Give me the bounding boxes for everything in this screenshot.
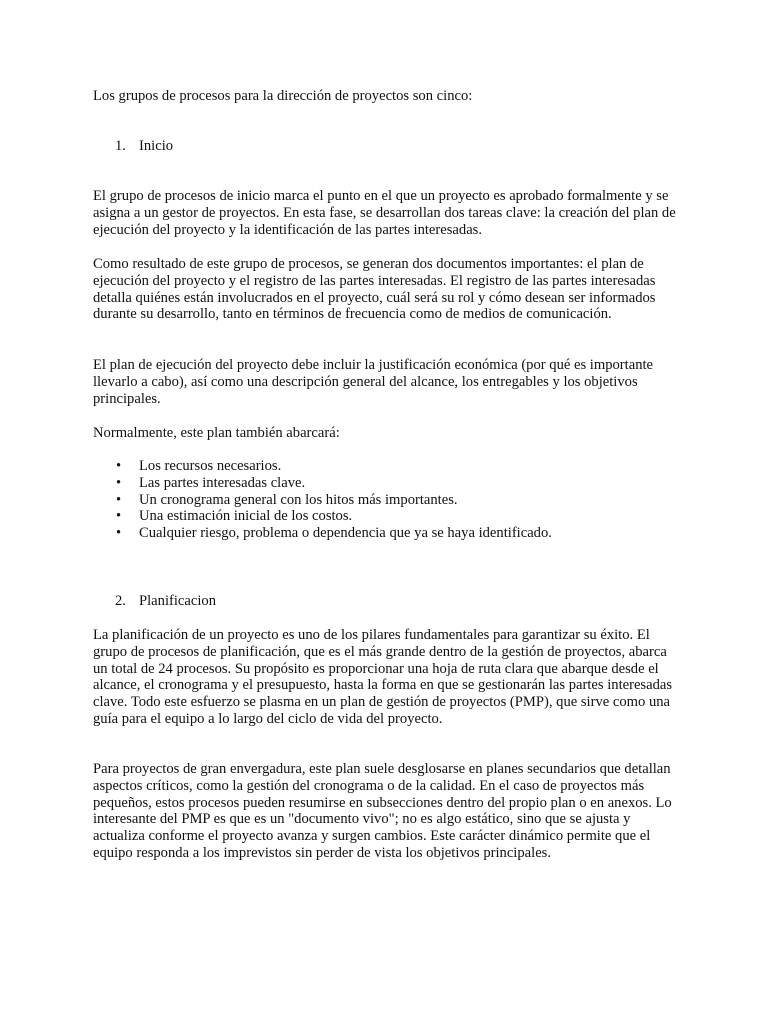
bullet-icon: • <box>116 491 122 508</box>
list-item: • Un cronograma general con los hitos más importantes. <box>116 491 458 508</box>
bullet-icon: • <box>116 525 122 542</box>
planificacion-paragraph-2: Para proyectos de gran envergadura, este plan suele desglosarse en planes secundarios que detallan aspectos críticos, como la gestión del cronograma o de la calidad. En el caso de proyectos más pequeños, estos procesos pueden resumirse en subsecciones dentro del propio plan o en anexos. Lo interesante del PMP es que es un "documento vivo"; no es algo estático, sino que se ajusta y actualiza conforme el proyecto avanza y surgen cambios. Este carácter dinámico permite que el equipo responda a los imprevistos sin perder de vista los objetivos principales. <box>93 761 672 861</box>
bullet-icon: • <box>116 458 122 474</box>
inicio-paragraph-4: Normalmente, este plan también abarcará: <box>93 425 340 441</box>
intro-paragraph: Los grupos de procesos para la dirección de proyectos son cinco: <box>93 88 473 104</box>
inicio-bullet-list <box>93 458 552 542</box>
list-item: • Cualquier riesgo, problema o dependencia que ya se haya identificado. <box>116 525 552 542</box>
inicio-paragraph-3: El plan de ejecución del proyecto debe incluir la justificación económica (por qué es importante llevarlo a cabo), así como una descripción general del alcance, los entregables y los objetivos principales. <box>93 357 654 407</box>
list-item: • Las partes interesadas clave. <box>116 474 306 491</box>
section-heading-inicio <box>115 138 173 155</box>
section-title: Inicio <box>139 138 174 154</box>
planificacion-paragraph-1: La planificación de un proyecto es uno de los pilares fundamentales para garantizar su éxito. El grupo de procesos de planificación, que es el más grande dentro de la gestión de proyectos, abarca un total de 24 procesos. Su propósito es proporcionar una hoja de ruta clara que abarque desde el alcance, el cronograma y el presupuesto, hasta la forma en que se gestionarán las partes interesadas clave. Todo este esfuerzo se plasma en un plan de gestión de proyectos (PMP), que sirve como una guía para el equipo a lo largo del ciclo de vida del proyecto. <box>93 627 673 727</box>
inicio-paragraph-2: Como resultado de este grupo de procesos, se generan dos documentos importantes: el plan de ejecución del proyecto y el registro de las partes interesadas. El registro de las partes interesadas detalla quiénes están involucrados en el proyecto, cuál será su rol y cómo desean ser informados durante su desarrollo, tanto en términos de frecuencia como de medios de comunicación. <box>93 256 656 323</box>
section-heading-planificacion <box>115 593 216 610</box>
section-title: Planificacion <box>139 593 216 609</box>
bullet-icon: • <box>116 474 122 491</box>
bullet-icon: • <box>116 508 122 525</box>
section-number: 2. <box>115 593 126 609</box>
list-item: • Los recursos necesarios. <box>116 458 282 474</box>
section-number: 1. <box>115 138 126 154</box>
list-item: • Una estimación inicial de los costos. <box>116 508 353 525</box>
inicio-paragraph-1: El grupo de procesos de inicio marca el punto en el que un proyecto es aprobado formalmente y se asigna a un gestor de proyectos. En esta fase, se desarrollan dos tareas clave: la creación del plan de ejecución del proyecto y la identificación de las partes interesadas. <box>93 188 676 238</box>
